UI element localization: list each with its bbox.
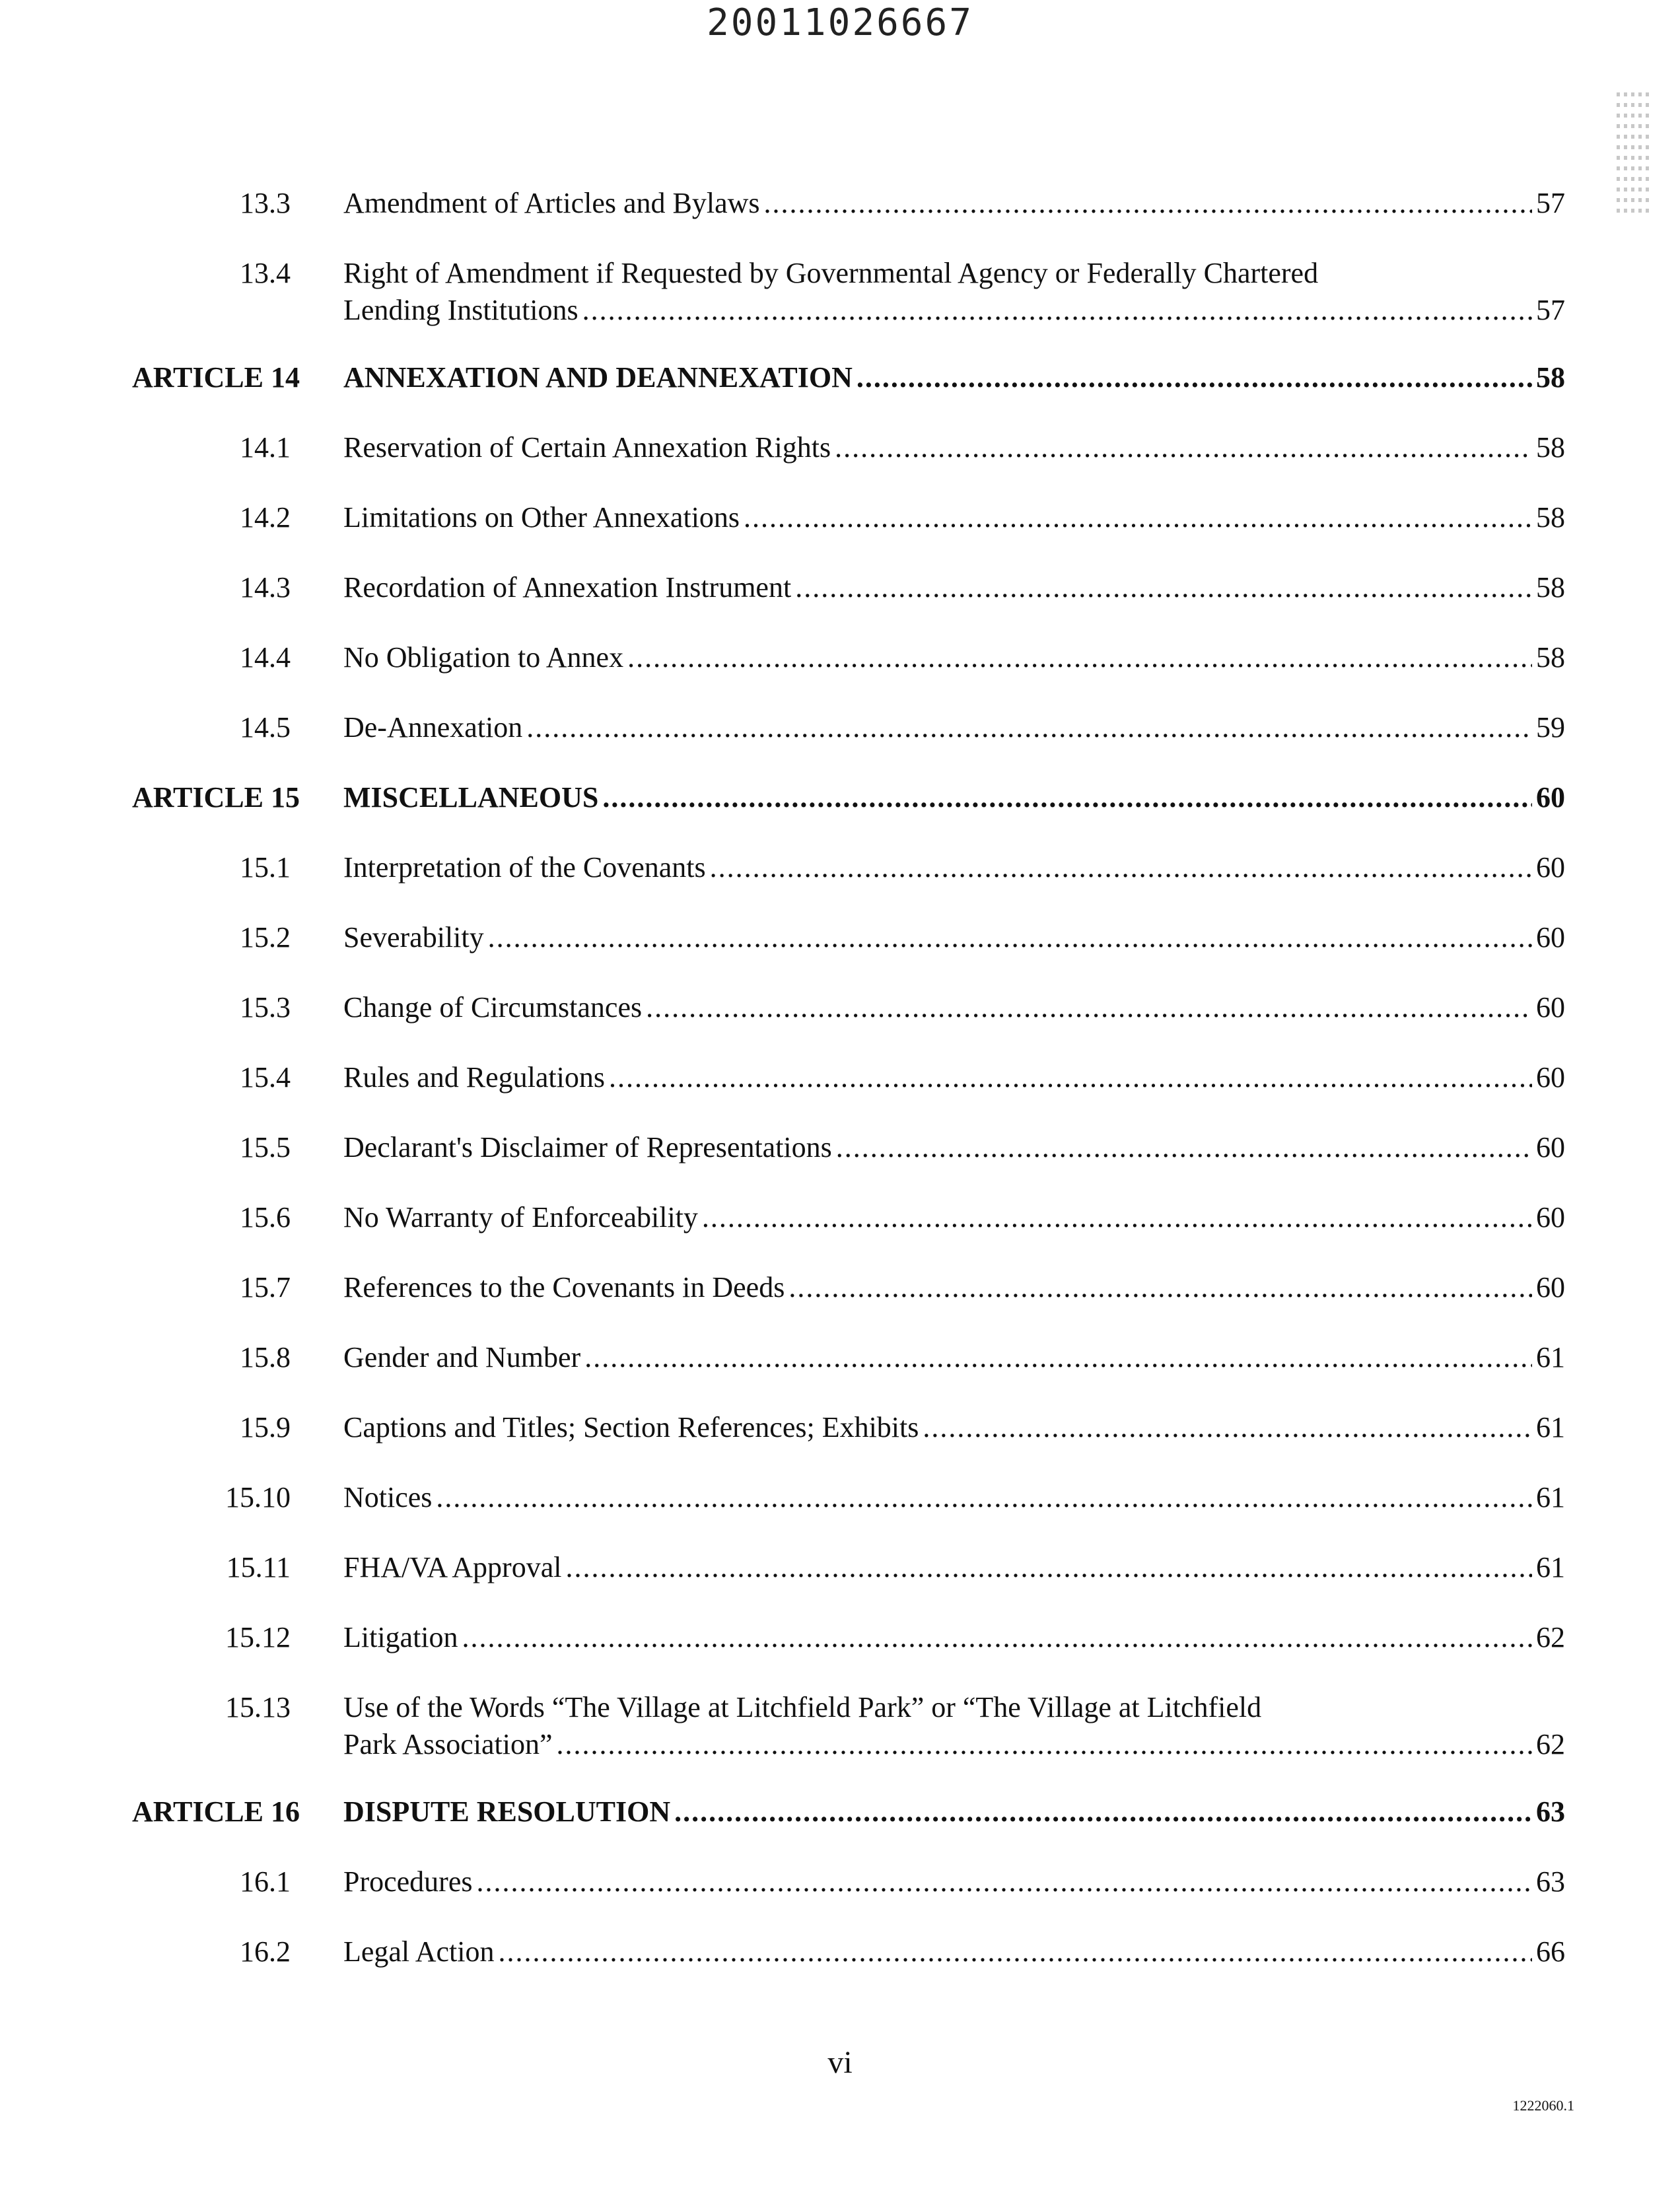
page-number: 61 [1536,1481,1565,1513]
section-number: 15.13 [225,1691,291,1723]
page-number: 58 [1536,361,1565,394]
page-number: 61 [1536,1551,1565,1583]
article-title: DISPUTE RESOLUTION [343,1795,671,1828]
dot-leader [764,185,1532,222]
section-title: Limitations on Other Annexations [343,501,740,534]
section-title: Rules and Regulations [343,1061,605,1094]
article-title: MISCELLANEOUS [343,781,599,814]
dot-leader [488,919,1532,956]
article-number: ARTICLE 14 [132,361,300,394]
page-number: 60 [1536,921,1565,954]
section-number: 15.3 [240,991,291,1024]
page-number: 60 [1536,1131,1565,1163]
page-number: 60 [1536,991,1565,1024]
section-title: Park Association” [343,1728,553,1760]
section-number: 16.1 [240,1865,291,1898]
section-number: 15.11 [226,1551,291,1583]
section-number: 15.12 [225,1621,291,1653]
page-number: 58 [1536,431,1565,464]
document-id: 1222060.1 [1512,2097,1574,2114]
section-number: 15.6 [240,1201,291,1233]
section-title: De-Annexation [343,711,523,744]
page-number: 60 [1536,1271,1565,1303]
section-title: Recordation of Annexation Instrument [343,571,792,604]
section-number: 14.2 [240,501,291,534]
section-title: Notices [343,1481,433,1513]
page-number: 61 [1536,1341,1565,1373]
section-title: Gender and Number [343,1341,581,1373]
margin-stamp-mark [1617,86,1650,297]
section-number: 14.3 [240,571,291,604]
section-title: FHA/VA Approval [343,1551,562,1583]
page-number: 60 [1536,851,1565,884]
section-number: 13.4 [240,257,291,289]
section-number: 15.10 [225,1481,291,1513]
section-title: Captions and Titles; Section References; Exhibits [343,1411,919,1443]
section-number: 14.4 [240,641,291,674]
dot-leader [857,359,1532,396]
dot-leader [646,989,1532,1026]
page-number: 59 [1536,711,1565,744]
dot-leader [923,1409,1532,1446]
section-title: Declarant's Disclaimer of Representations [343,1131,832,1163]
page-label: vi [827,2045,853,2080]
section-number: 15.2 [240,921,291,954]
section-number: 15.9 [240,1411,291,1443]
section-number: 13.3 [240,187,291,219]
section-title: Amendment of Articles and Bylaws [343,187,760,219]
dot-leader [627,639,1532,676]
dot-leader [565,1549,1532,1586]
section-title: No Obligation to Annex [343,641,624,674]
page-number: 57 [1536,294,1565,326]
recording-number: 20011026667 [707,1,973,44]
section-number: 15.7 [240,1271,291,1303]
page-number: 60 [1536,1061,1565,1094]
page-number: 60 [1536,1201,1565,1233]
dot-leader [702,1199,1532,1236]
dot-leader [602,779,1532,816]
section-number: 15.8 [240,1341,291,1373]
section-number: 14.5 [240,711,291,744]
page-number: 62 [1536,1621,1565,1653]
article-number: ARTICLE 15 [132,781,300,814]
page-number: 60 [1536,781,1565,814]
section-number: 16.2 [240,1935,291,1968]
page-number: 57 [1536,187,1565,219]
section-title: Litigation [343,1621,458,1653]
section-title-line1: Right of Amendment if Requested by Governmental Agency or Federally Chartered [343,257,1319,289]
dot-leader [582,292,1532,329]
dot-leader [836,1129,1532,1166]
page-number: 61 [1536,1411,1565,1443]
page-number: 58 [1536,571,1565,604]
dot-leader [835,429,1532,466]
section-title: Legal Action [343,1935,495,1968]
dot-leader [499,1933,1533,1970]
dot-leader [788,1269,1532,1306]
section-title: No Warranty of Enforceability [343,1201,698,1233]
section-title: Reservation of Certain Annexation Rights [343,431,831,464]
dot-leader [477,1863,1533,1900]
article-number: ARTICLE 16 [132,1795,300,1828]
dot-leader [557,1726,1532,1763]
section-number: 15.1 [240,851,291,884]
section-number: 15.4 [240,1061,291,1094]
page-number: 62 [1536,1728,1565,1760]
section-number: 15.5 [240,1131,291,1163]
dot-leader [462,1619,1532,1656]
section-title-line1: Use of the Words “The Village at Litchfield Park” or “The Village at Litchfield [343,1691,1262,1723]
page-number: 63 [1536,1795,1565,1828]
page-number: 63 [1536,1865,1565,1898]
page-number: 58 [1536,641,1565,674]
dot-leader [710,849,1532,886]
section-title: References to the Covenants in Deeds [343,1271,785,1303]
dot-leader [526,709,1532,746]
dot-leader [584,1339,1532,1376]
section-title: Severability [343,921,484,954]
section-title: Procedures [343,1865,473,1898]
dot-leader [795,569,1532,606]
dot-leader [744,499,1532,536]
article-title: ANNEXATION AND DEANNEXATION [343,361,853,394]
section-title: Lending Institutions [343,294,578,326]
dot-leader [609,1059,1532,1096]
section-title: Change of Circumstances [343,991,643,1024]
page-number: 58 [1536,501,1565,534]
dot-leader [436,1479,1532,1516]
section-title: Interpretation of the Covenants [343,851,706,884]
page-number: 66 [1536,1935,1565,1968]
section-number: 14.1 [240,431,291,464]
dot-leader [674,1793,1532,1830]
